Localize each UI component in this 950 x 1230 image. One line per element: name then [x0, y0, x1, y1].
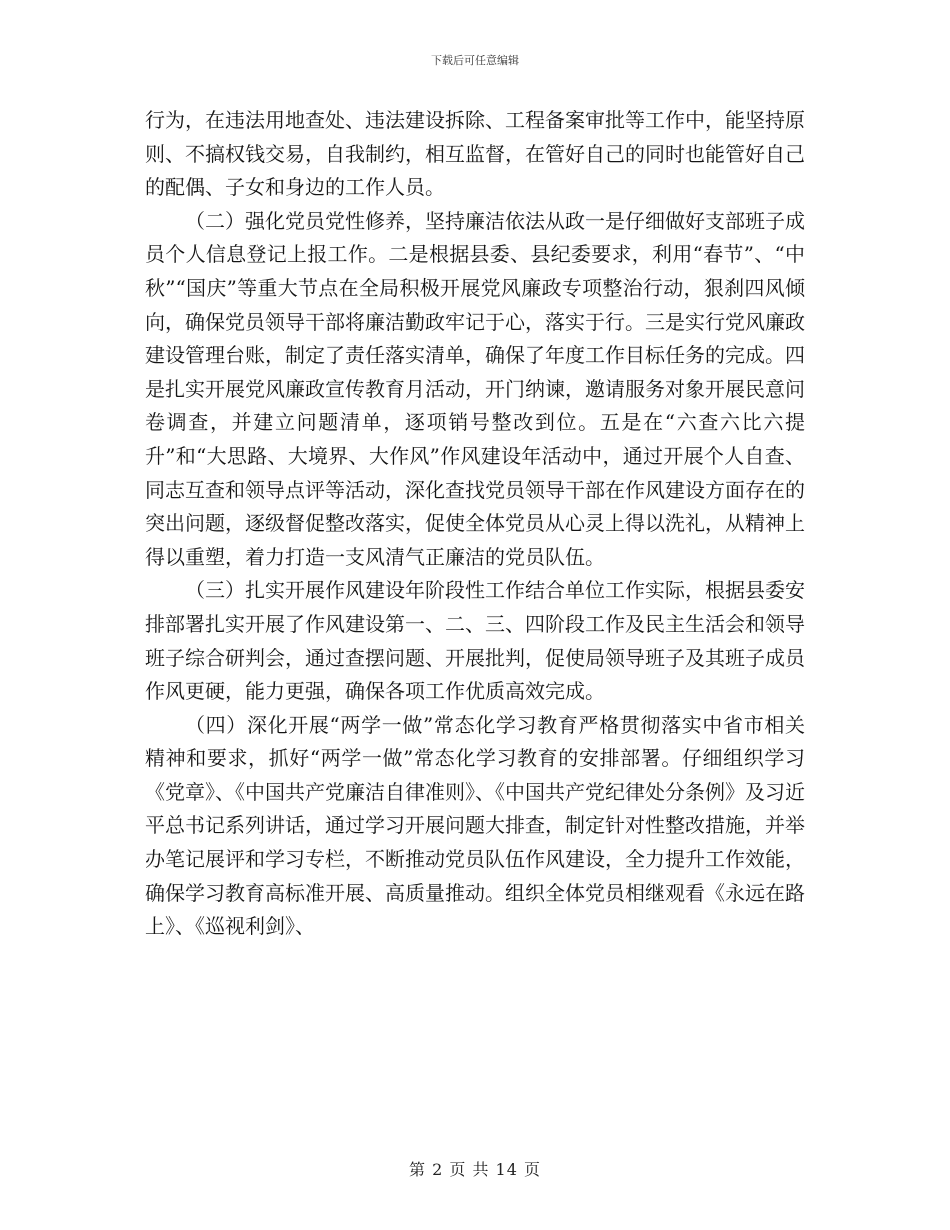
page-number: 第 2 页 共 14 页: [409, 1160, 541, 1179]
paragraph-section-3: （三）扎实开展作风建设年阶段性工作结合单位工作实际，根据县委安排部署扎实开展了作风建设第一、二、三、四阶段工作及民主生活会和领导班子综合研判会，通过查摆问题、开展批判，促使局领导班子及其班子成员作风更硬，能力更强，确保各项工作优质高效完成。: [145, 578, 805, 704]
paragraph-continuation: 行为，在违法用地查处、违法建设拆除、工程备案审批等工作中，能坚持原则、不搞权钱交易，自我制约，相互监督，在管好自己的同时也能管好自己的配偶、子女和身边的工作人员。: [145, 108, 805, 200]
paragraph-section-4: （四）深化开展“两学一做”常态化学习教育严格贯彻落实中省市相关精神和要求，抓好“两学一做”常态化学习教育的安排部署。仔细组织学习《党章》、《中国共产党廉洁自律准则》、《中国共产党纪律处分条例》及习近平总书记系列讲话，通过学习开展问题大排查，制定针对性整改措施，并举办笔记展评和学习专栏，不断推动党员队伍作风建设，全力提升工作效能，确保学习教育高标准开展、高质量推动。组织全体党员相继观看《永远在路上》、《巡视利剑》、: [145, 712, 805, 939]
document-body: [145, 104, 805, 944]
page-header-note: 下载后可任意编辑: [431, 54, 519, 67]
paragraph-section-2: （二）强化党员党性修养，坚持廉洁依法从政一是仔细做好支部班子成员个人信息登记上报工作。二是根据县委、县纪委要求，利用“春节”、“中秋”“国庆”等重大节点在全局积极开展党风廉政专项整治行动，狠刹四风倾向，确保党员领导干部将廉洁勤政牢记于心，落实于行。三是实行党风廉政建设管理台账，制定了责任落实清单，确保了年度工作目标任务的完成。四是扎实开展党风廉政宣传教育月活动，开门纳谏，邀请服务对象开展民意问卷调查，并建立问题清单，逐项销号整改到位。五是在“六查六比六提升”和“大思路、大境界、大作风”作风建设年活动中，通过开展个人自查、同志互查和领导点评等活动，深化查找党员领导干部在作风建设方面存在的突出问题，逐级督促整改落实，促使全体党员从心灵上得以洗礼，从精神上得以重塑，着力打造一支风清气正廉洁的党员队伍。: [145, 208, 805, 569]
